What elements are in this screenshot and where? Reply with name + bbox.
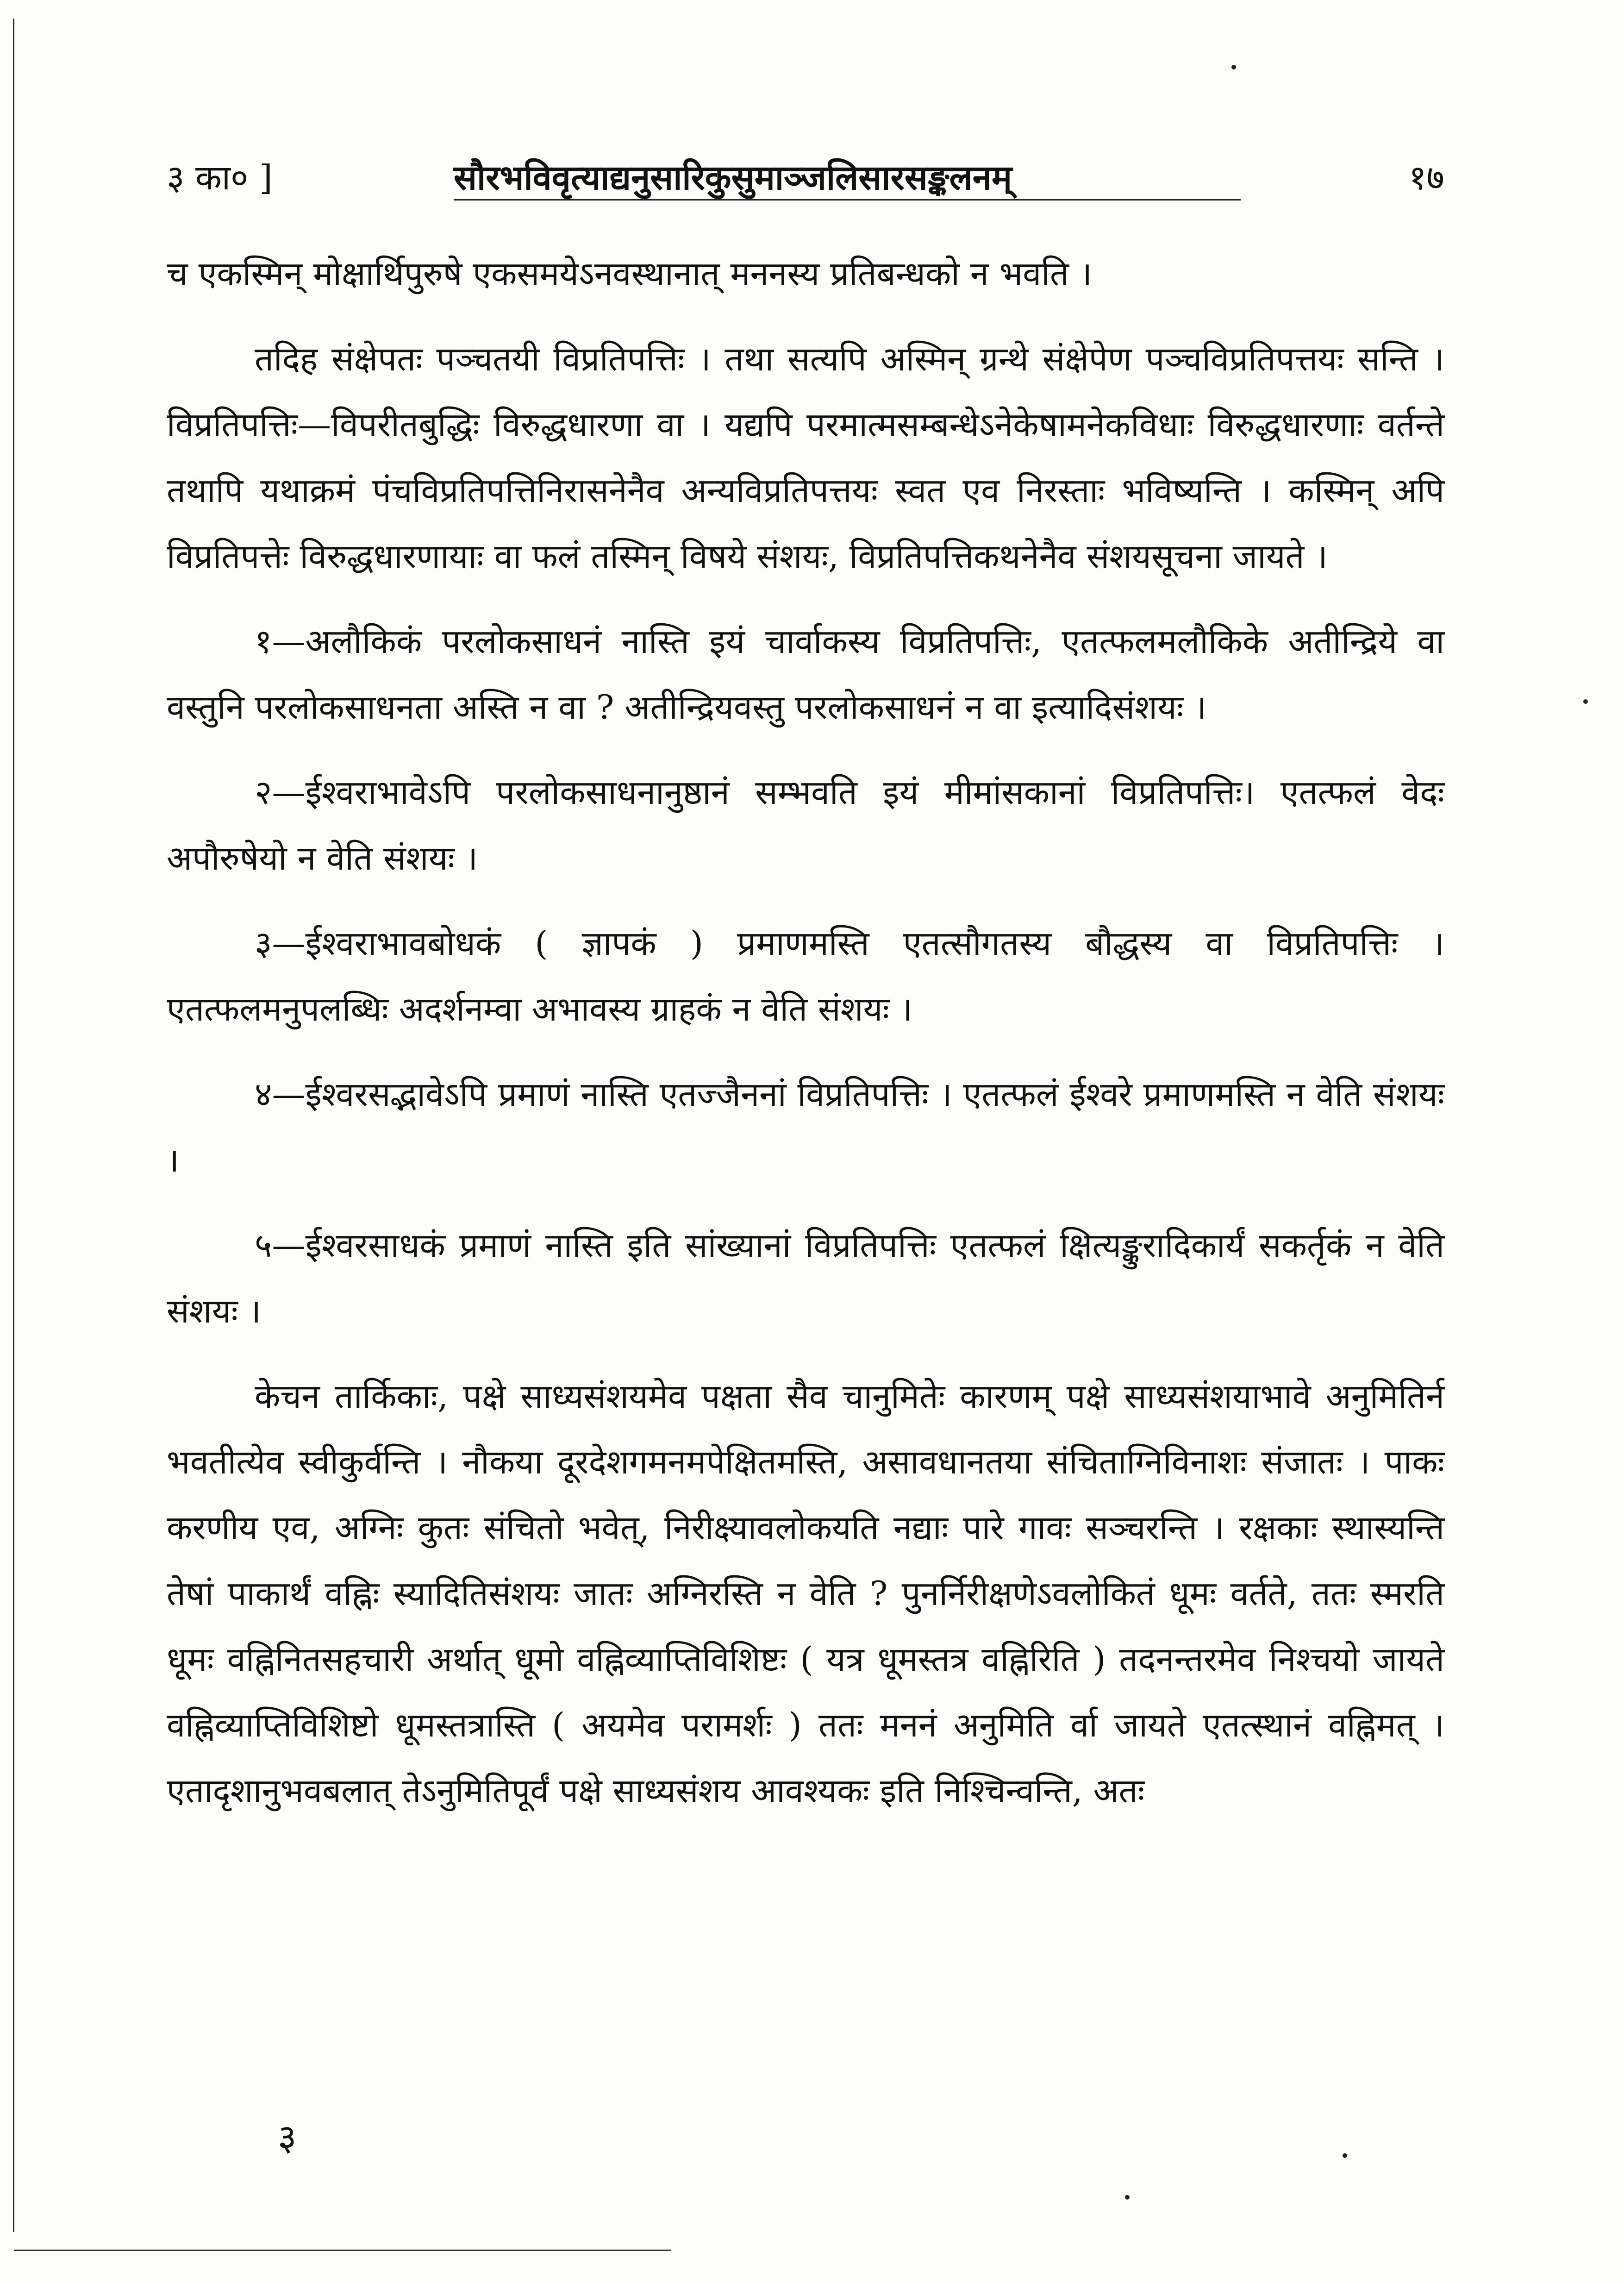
paragraph-intro: तदिह संक्षेपतः पञ्चतयी विप्रतिपत्तिः । तथा सत्यपि अस्मिन् ग्रन्थे संक्षेपेण पञ्चविप्रतिपत्तयः सन्ति । विप्रतिपत्तिः—विपरीतबुद्धिः विरुद्धधारणा वा । यद्यपि परमात्मसम्बन्धेऽनेकेषामनेकविधाः विरुद्धधारणाः वर्तन्ते तथापि यथाक्रमं पंचविप्रतिपत्तिनिरासनेनैव अन्यविप्रतिपत्तयः स्वत एव निरस्ताः भविष्यन्ति । कस्मिन् अपि विप्रतिपत्तेः विरुद्धधारणायाः वा फलं तस्मिन् विषये संशयः, विप्रतिपत्तिकथनेनैव संशयसूचना जायते । bbox=[167, 339, 1444, 576]
body-text bbox=[167, 241, 1444, 1843]
speck-dot bbox=[1343, 2153, 1347, 2158]
bottom-edge-line bbox=[14, 2250, 671, 2251]
speck-dot bbox=[1231, 65, 1236, 69]
paragraph-vipratipatti-3: ३—ईश्वराभावबोधकं ( ज्ञापकं ) प्रमाणमस्ति एतत्सौगतस्य बौद्धस्य वा विप्रतिपत्तिः । एतत्फलमनुपलब्धिः अदर्शनम्वा अभावस्य ग्राहकं न वेति संशयः । bbox=[167, 924, 1444, 1028]
running-header bbox=[167, 153, 1444, 204]
page-number: १७ bbox=[1409, 158, 1444, 198]
paragraph-vipratipatti-4: ४—ईश्वरसद्भावेऽपि प्रमाणं नास्ति एतज्जैननां विप्रतिपत्तिः । एतत्फलं ईश्वरे प्रमाणमस्ति न वेति संशयः । bbox=[167, 1075, 1444, 1179]
paragraph-vipratipatti-1: १—अलौकिकं परलोकसाधनं नास्ति इयं चार्वाकस्य विप्रतिपत्तिः, एतत्फलमलौकिके अतीन्द्रिये वा वस्तुनि परलोकसाधनता अस्ति न वा ? अतीन्द्रियवस्तु परलोकसाधनं न वा इत्यादिसंशयः । bbox=[167, 622, 1444, 727]
binding-edge-line bbox=[13, 19, 14, 2232]
paragraph-vipratipatti-2: २—ईश्वराभावेऽपि परलोकसाधनानुष्ठानं सम्भवति इयं मीमांसकानां विप्रतिपत्तिः। एतत्फलं वेदः अपौरुषेयो न वेति संशयः । bbox=[167, 773, 1444, 878]
paragraph-tarkika: केचन तार्किकाः, पक्षे साध्यसंशयमेव पक्षता सैव चानुमितेः कारणम् पक्षे साध्यसंशयाभावे अनुमितिर्न भवतीत्येव स्वीकुर्वन्ति । नौकया दूरदेशगमनमपेक्षितमस्ति, असावधानतया संचिताग्निविनाशः संजातः । पाकः करणीय एव, अग्निः कुतः संचितो भवेत्, निरीक्ष्यावलोकयति नद्याः पारे गावः सञ्चरन्ति । रक्षकाः स्थास्यन्ति तेषां पाकार्थं वह्निः स्यादितिसंशयः जातः अग्निरस्ति न वेति ? पुनर्निरीक्षणेऽवलोकितं धूमः वर्तते, ततः स्मरति धूमः वह्निनितसहचारी अर्थात् धूमो वह्निव्याप्तिविशिष्टः ( यत्र धूमस्तत्र वह्निरिति ) तदनन्तरमेव निश्चयो जायते वह्निव्याप्तिविशिष्टो धूमस्तत्रास्ति ( अयमेव परामर्शः ) ततः मननं अनुमिति र्वा जायते एतत्स्थानं वह्निमत् । एतादृशानुभवबलात् तेऽनुमितिपूर्वं पक्षे साध्यसंशय आवश्यकः इति निश्चिन्वन्ति, अतः bbox=[167, 1377, 1444, 1810]
paragraph-continuation: च एकस्मिन् मोक्षार्थिपुरुषे एकसमयेऽनवस्थानात् मननस्य प्रतिबन्धको न भवति । bbox=[167, 254, 1093, 293]
header-section-ref: ३ का० ] bbox=[167, 158, 273, 198]
signature-mark: ३ bbox=[278, 2117, 297, 2159]
header-underline bbox=[454, 199, 1241, 201]
paragraph-vipratipatti-5: ५—ईश्वरसाधकं प्रमाणं नास्ति इति सांख्यानां विप्रतिपत्तिः एतत्फलं क्षित्यङ्कुरादिकार्यं सकर्तृकं न वेति संशयः । bbox=[167, 1226, 1444, 1330]
speck-dot bbox=[1125, 2195, 1130, 2200]
speck-dot bbox=[1583, 699, 1588, 704]
header-title: सौरभविवृत्याद्यनुसारिकुसुमाञ्जलिसारसङ्कलनम् bbox=[454, 158, 1012, 198]
